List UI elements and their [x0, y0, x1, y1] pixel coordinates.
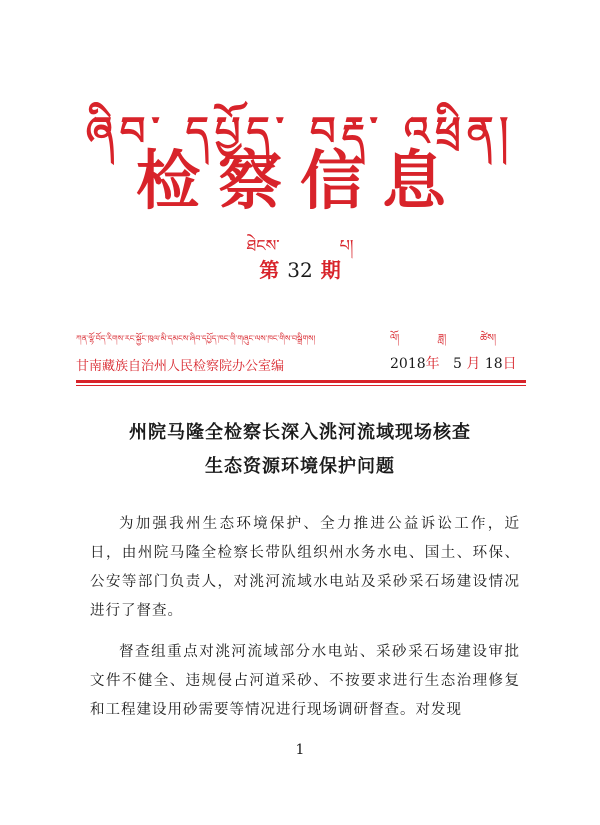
issue-prefix: 第: [259, 258, 280, 282]
masthead-title: 检察信息: [136, 144, 464, 219]
tibetan-masthead-title: ཞིབ་ དཔྱོད་ བརྡ་ འཕྲིན།: [85, 108, 515, 155]
date-day-unit: 日: [502, 356, 517, 372]
article-paragraph-2: 督查组重点对洮河流域部分水电站、采砂采石场建设审批文件不健全、违规侵占河道采砂、不按要求进行生态治理修复和工程建设用砂需要等情况进行现场调研督查。对发现: [90, 644, 520, 718]
date-tibetan-day: ཚེས།: [480, 333, 497, 344]
date-tibetan-labels: [390, 327, 520, 355]
date-tibetan-year: ལོ།: [390, 333, 400, 344]
date-year-unit: 年: [425, 356, 440, 372]
date-tibetan-month: ཟླ།: [438, 333, 447, 344]
issue-suffix: 期: [320, 258, 341, 282]
article-paragraph-1: 为加强我州生态环境保护、全力推进公益诉讼工作，近日，由州院马隆全检察长带队组织州水务水电、国土、环保、公安等部门负责人，对洮河流域水电站及采砂采石场建设情况进行了督查。: [90, 516, 520, 619]
date-year: 2018: [390, 356, 426, 372]
header-divider-thin: [76, 385, 526, 386]
issue-tibetan-suffix: པ།: [339, 236, 354, 255]
page-number: 1: [295, 742, 305, 758]
office-tibetan-name: ཀན་ལྷོ་བོད་རིགས་རང་སྐྱོང་ཁུལ་མི་དམངས་ཞིབ་དཔྱོད་ཁང་གི་གཞུང་ལས་ཁང་གིས་བསྒྲིགས།: [76, 334, 316, 343]
issue-tibetan-word: ཐེངས་: [246, 236, 280, 255]
issue-date: [390, 353, 530, 373]
date-month-unit: 月: [466, 356, 481, 372]
date-month: 5: [453, 356, 462, 372]
article-headline-line2: 生态资源环境保护问题: [205, 456, 395, 477]
header-divider-thick: [76, 380, 526, 383]
office-name: 甘南藏族自治州人民检察院办公室编: [76, 359, 285, 374]
issue-number-line: [0, 254, 600, 283]
date-day: 18: [484, 356, 503, 372]
issue-number: 32: [287, 258, 313, 282]
article-headline-line1: 州院马隆全检察长深入洮河流域现场核查: [129, 422, 471, 443]
